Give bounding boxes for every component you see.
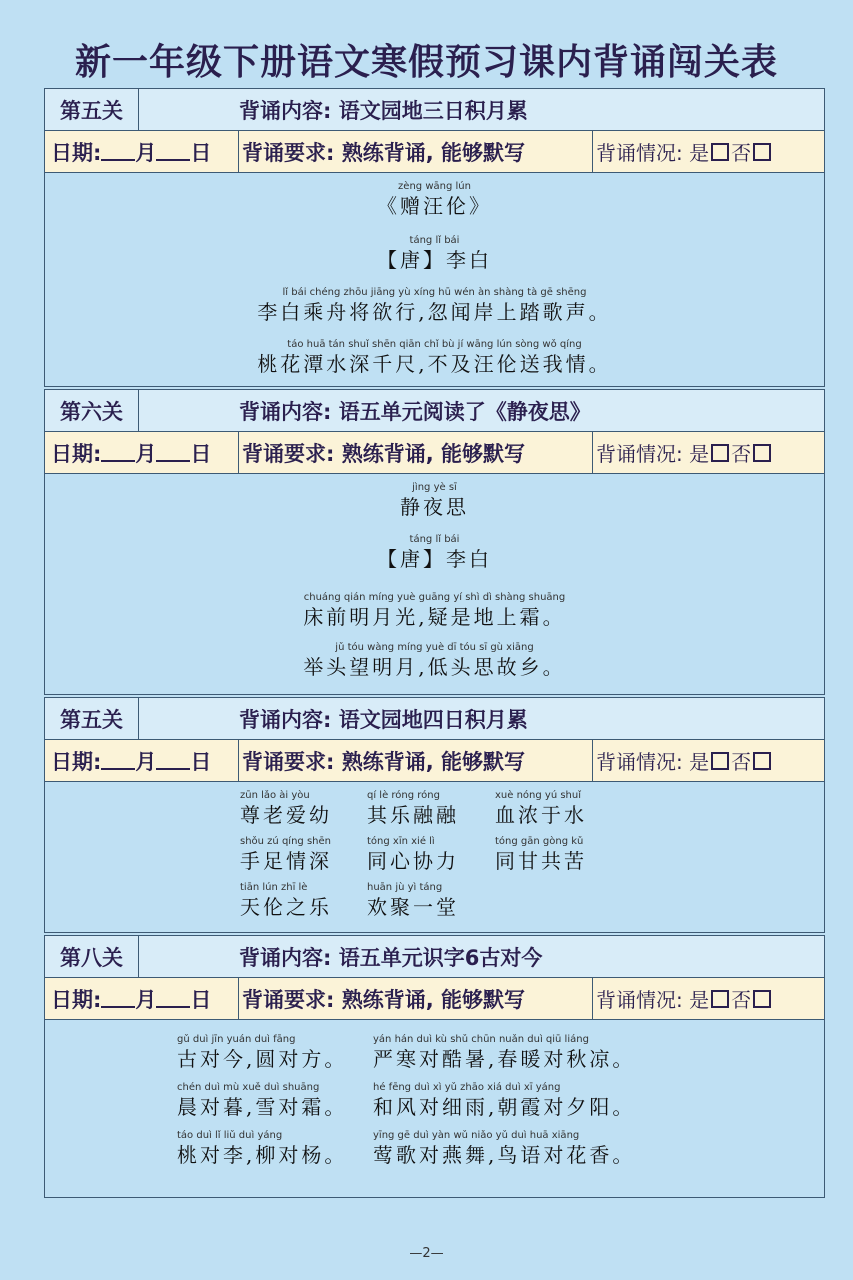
yes-checkbox[interactable]: [711, 444, 729, 462]
word-cell: [240, 790, 332, 828]
pinyin: tóng gān gòng kǔ: [495, 836, 584, 847]
month-label: 月: [135, 441, 157, 466]
word-cell: [495, 836, 587, 874]
no-label: 否: [731, 750, 752, 774]
word-cell: [240, 882, 332, 920]
section-level-5b: [44, 697, 825, 933]
date-label: 日期:: [51, 749, 102, 774]
date-field: [45, 131, 239, 172]
poem-line: [45, 592, 824, 630]
pinyin: táo duì lǐ liǔ duì yáng: [177, 1130, 283, 1141]
section-header-row: [45, 698, 824, 740]
poem-author: [45, 534, 824, 572]
page-number: —2—: [409, 1246, 444, 1261]
hanzi: 手足情深: [240, 849, 332, 873]
no-checkbox[interactable]: [753, 990, 771, 1008]
day-blank[interactable]: [156, 444, 190, 462]
day-label: 日: [190, 749, 212, 774]
pinyin: jìng yè sī: [412, 482, 457, 493]
pinyin: hé fēng duì xì yǔ zhāo xiá duì xī yáng: [373, 1082, 561, 1093]
pinyin: jǔ tóu wàng míng yuè dī tóu sī gù xiāng: [335, 642, 534, 653]
month-blank[interactable]: [101, 143, 135, 161]
poem-line: [45, 642, 824, 680]
word-cell: [240, 836, 332, 874]
word-cell: [367, 882, 459, 920]
hanzi: 莺歌对燕舞,鸟语对花香。: [373, 1143, 636, 1167]
no-checkbox[interactable]: [753, 444, 771, 462]
section-header-row: [45, 936, 824, 978]
section-body: [45, 173, 824, 386]
pair-left: [177, 1082, 347, 1120]
status-field: [593, 740, 824, 781]
word-cell: [367, 790, 459, 828]
date-field: [45, 740, 239, 781]
pinyin: chén duì mù xuě duì shuāng: [177, 1082, 320, 1093]
hanzi: 【唐】李白: [377, 547, 492, 571]
status-field: [593, 978, 824, 1019]
date-label: 日期:: [51, 140, 102, 165]
pinyin: tóng xīn xié lì: [367, 836, 435, 847]
date-field: [45, 978, 239, 1019]
pinyin: qí lè róng róng: [367, 790, 440, 801]
page-title: 新一年级下册语文寒假预习课内背诵闯关表: [74, 42, 778, 83]
poem-title: [45, 482, 824, 520]
hanzi: 桃对李,柳对杨。: [177, 1143, 348, 1167]
yes-checkbox[interactable]: [711, 990, 729, 1008]
hanzi: 欢聚一堂: [367, 895, 459, 919]
status-label: 背诵情况: 是: [596, 988, 710, 1012]
recite-content: 背诵内容: 语文园地四日积月累: [239, 707, 528, 732]
section-header-row: [45, 390, 824, 432]
day-blank[interactable]: [156, 752, 190, 770]
level-label: 第八关: [45, 936, 139, 977]
hanzi: 尊老爱幼: [240, 803, 332, 827]
month-blank[interactable]: [101, 444, 135, 462]
hanzi: 古对今,圆对方。: [177, 1047, 348, 1071]
no-label: 否: [731, 141, 752, 165]
requirement-text: 背诵要求: 熟练背诵, 能够默写: [239, 432, 593, 473]
section-level-6: [44, 389, 825, 695]
day-label: 日: [190, 140, 212, 165]
recite-content: 背诵内容: 语五单元阅读了《静夜思》: [239, 399, 591, 424]
section-header-row: [45, 89, 824, 131]
pair-left: [177, 1034, 347, 1072]
pinyin: tiān lún zhī lè: [240, 882, 308, 893]
pair-right: [373, 1082, 635, 1120]
status-label: 背诵情况: 是: [596, 750, 710, 774]
status-field: [593, 131, 824, 172]
pair-left: [177, 1130, 347, 1168]
hanzi: 【唐】李白: [377, 248, 492, 272]
requirement-row: [45, 740, 824, 782]
yes-checkbox[interactable]: [711, 752, 729, 770]
no-checkbox[interactable]: [753, 752, 771, 770]
level-label: 第五关: [45, 698, 139, 739]
day-label: 日: [190, 987, 212, 1012]
month-blank[interactable]: [101, 990, 135, 1008]
date-label: 日期:: [51, 987, 102, 1012]
hanzi: 和风对细雨,朝霞对夕阳。: [373, 1095, 636, 1119]
pinyin: táng lǐ bái: [409, 235, 460, 246]
hanzi: 天伦之乐: [240, 895, 332, 919]
date-field: [45, 432, 239, 473]
day-blank[interactable]: [156, 143, 190, 161]
pinyin: yán hán duì kù shǔ chūn nuǎn duì qiū liáng: [373, 1034, 589, 1045]
recite-content: 背诵内容: 语文园地三日积月累: [239, 98, 528, 123]
poem-line: [45, 287, 824, 325]
requirement-row: [45, 131, 824, 173]
requirement-text: 背诵要求: 熟练背诵, 能够默写: [239, 740, 593, 781]
hanzi: 同心协力: [367, 849, 459, 873]
pinyin: xuè nóng yú shuǐ: [495, 790, 582, 801]
month-blank[interactable]: [101, 752, 135, 770]
section-body: [45, 782, 824, 932]
pinyin: chuáng qián míng yuè guāng yí shì dì shàng shuāng: [303, 592, 566, 603]
date-label: 日期:: [51, 441, 102, 466]
word-cell: [367, 836, 459, 874]
status-field: [593, 432, 824, 473]
day-label: 日: [190, 441, 212, 466]
pinyin: shǒu zú qíng shēn: [240, 836, 331, 847]
level-label: 第六关: [45, 390, 139, 431]
no-checkbox[interactable]: [753, 143, 771, 161]
hanzi: 李白乘舟将欲行,忽闻岸上踏歌声。: [257, 300, 612, 324]
no-label: 否: [731, 988, 752, 1012]
hanzi: 《赠汪伦》: [377, 194, 492, 218]
status-label: 背诵情况: 是: [596, 442, 710, 466]
requirement-row: [45, 432, 824, 474]
poem-line: [45, 339, 824, 377]
pinyin: zèng wāng lún: [398, 181, 471, 192]
section-body: [45, 1020, 824, 1197]
hanzi: 举头望明月,低头思故乡。: [303, 655, 566, 679]
pinyin: yīng gē duì yàn wǔ niǎo yǔ duì huā xiāng: [373, 1130, 580, 1141]
month-label: 月: [135, 140, 157, 165]
hanzi: 桃花潭水深千尺,不及汪伦送我情。: [257, 352, 612, 376]
hanzi: 晨对暮,雪对霜。: [177, 1095, 348, 1119]
pinyin: lǐ bái chéng zhōu jiāng yù xíng hū wén àn shàng tà gē shēng: [282, 287, 587, 298]
requirement-text: 背诵要求: 熟练背诵, 能够默写: [239, 978, 593, 1019]
pair-right: [373, 1130, 635, 1168]
level-label: 第五关: [45, 89, 139, 130]
hanzi: 床前明月光,疑是地上霜。: [303, 605, 566, 629]
hanzi: 静夜思: [400, 495, 469, 519]
recite-content: 背诵内容: 语五单元识字6古对今: [239, 945, 543, 970]
hanzi: 其乐融融: [367, 803, 459, 827]
pinyin: zūn lǎo ài yòu: [240, 790, 310, 801]
no-label: 否: [731, 442, 752, 466]
requirement-text: 背诵要求: 熟练背诵, 能够默写: [239, 131, 593, 172]
hanzi: 严寒对酷暑,春暖对秋凉。: [373, 1047, 636, 1071]
section-body: [45, 474, 824, 694]
pinyin: táo huā tán shuǐ shēn qiān chǐ bù jí wāng lún sòng wǒ qíng: [287, 339, 582, 350]
hanzi: 血浓于水: [495, 803, 587, 827]
day-blank[interactable]: [156, 990, 190, 1008]
pinyin: táng lǐ bái: [409, 534, 460, 545]
month-label: 月: [135, 749, 157, 774]
status-label: 背诵情况: 是: [596, 141, 710, 165]
hanzi: 同甘共苦: [495, 849, 587, 873]
poem-title: [45, 181, 824, 219]
section-level-5a: [44, 88, 825, 387]
pinyin: huān jù yì táng: [367, 882, 443, 893]
word-cell: [495, 790, 587, 828]
pinyin: gǔ duì jīn yuán duì fāng: [177, 1034, 296, 1045]
requirement-row: [45, 978, 824, 1020]
month-label: 月: [135, 987, 157, 1012]
section-level-8: [44, 935, 825, 1198]
pair-right: [373, 1034, 635, 1072]
yes-checkbox[interactable]: [711, 143, 729, 161]
poem-author: [45, 235, 824, 273]
